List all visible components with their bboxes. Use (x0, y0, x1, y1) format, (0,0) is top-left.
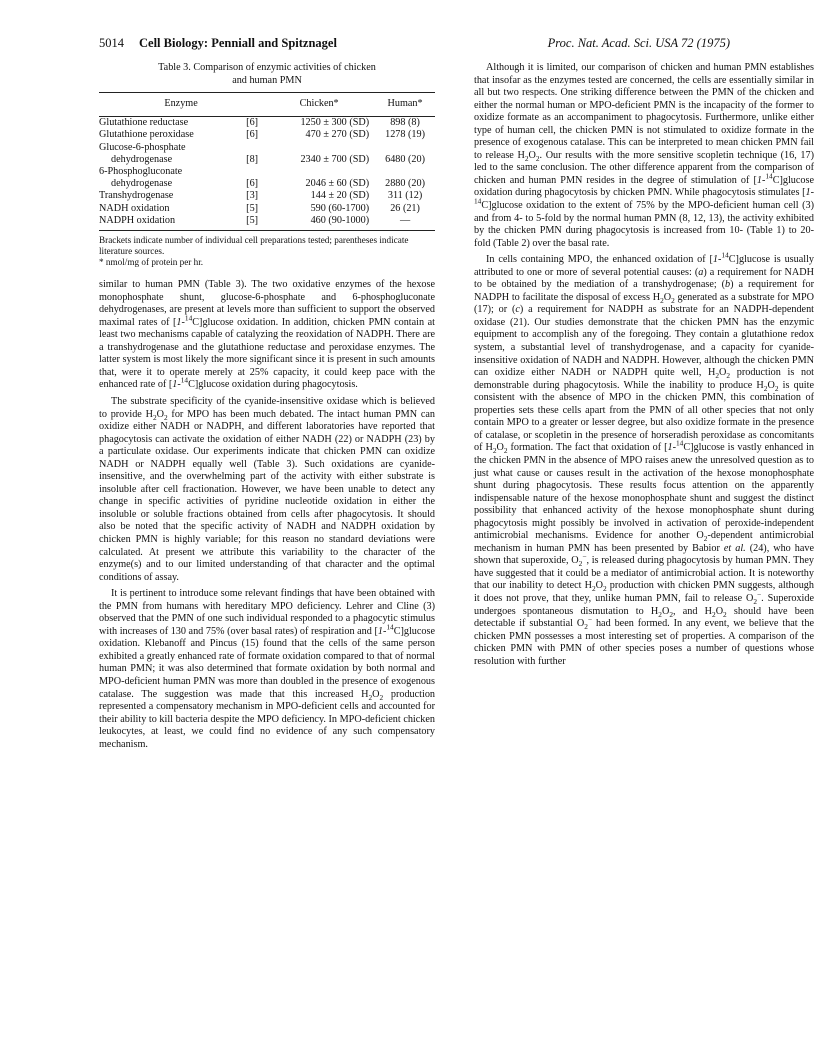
running-header (99, 36, 730, 52)
left-column (99, 62, 435, 751)
paragraph: The substrate specificity of the cyanide-insensitive oxidase which is believed to provide $H_2O_2$ for MPO has been much debated. The intact human PMN can oxidize either NADH or NADPH, and different laboratories have reported that phagocytosis can activate the oxidation of either NADH (22) or NADPH (23) by a particulate oxidase. Our experiments indicate that chicken PMN can oxidize NADH or NADPH equally well (Table 3). Such oxidations are cyanide-insensitive, and the overwhelming part of the activity with either substrate is insoluble after cell fractionation. However, we have been unable to detect any change in specific activities of pyridine nucleotide oxidation in either the insoluble or soluble fractions obtained from cells after phagocytosis. It should also be noted that the specific activity of NADH and NADPH oxidation by chicken PMN is highly variable; for this reason no standard deviations were calculated. At present we attribute this variability to the character of the enzyme(s) and to our limited understanding of that character and the optimal conditions of assay. (99, 395, 436, 583)
journal-citation: Proc. Nat. Acad. Sci. USA 72 (1975) (547, 36, 730, 50)
col-enzyme: Enzyme (99, 93, 263, 117)
table-caption: Table 3. Comparison of enzymic activities of chicken and human PMN (158, 62, 376, 86)
table-footnotes: Brackets indicate number of individual cell preparations tested; parentheses indicate literature sources. * nmol/mg of protein per hr. (99, 235, 409, 268)
table-row: NADPH oxidation [5] 460 (90-1000) — (99, 215, 435, 231)
table-row: Glutathione peroxidase [6] 470 ± 270 (SD) 1278 (19) (99, 129, 426, 141)
table-row: Transhydrogenase [3] 144 ± 20 (SD) 311 (12) (99, 190, 423, 202)
paragraph: In cells containing MPO, the enhanced oxidation of [1-$^{14}$C]glucose is usually attributed to one or more of several potential causes: (a) a requirement for NADH to be obtained by the mediation of a transhydrogenase; (b) a requirement for NADPH to facilitate the disposal of excess $H_2O_2$ generated as a substrate for MPO (17); or (c) a requirement for NADPH as substrate for an NADPH-dependent oxidase (21). Our studies demonstrate that the chicken PMN has the enzymic equipment to accomplish any of the foregoing. They contain a glutathione redox system, a substantial level of transhydrogenase, and a capacity for cyanide-insensitive oxidation of NADH and NADPH. However, although the chicken PMN can oxidize either NADH or NADPH quite well, $H_2O_2$ production is not demonstrable during phagocytosis. While the inability to produce $H_2O_2$ is quite consistent with the absence of MPO in the chicken PMN, this combination of properties sets these cells apart from the PMN of all other species that not only contain MPO to a greater or lesser degree, but also oxidize formate in the presence of catalase, or scopletin in the presence of horseradish peroxidase as concomitants of $H_2O_2$ formation. The fact that oxidation of [1-$^{14}$C]glucose is vastly enhanced in the chicken PMN in the absence of MPO raises anew the unresolved question as to just what cause or causes result in the activation of the hexose monophosphate shunt during phagocytosis. These results focus attention on the apparently indispensable nature of the hexose monophosphate shunt and suggest the distinct possibility that enhanced activity of the hexose monophosphate shunt during phagocytosis might possibly be involved in activation of peroxide-independent antimicrobial mechanisms. Evidence for another $O_2$-dependent antimicrobial mechanism in human PMN has been presented by Babior et al. (24), who have shown that superoxide, $O_2^-$, is released during phagocytosis by human PMN. They have suggested that it could be a mediator of antimicrobial action. It is noteworthy that our inability to detect $H_2O_2$ production with chicken PMN suggests, although it does not prove, that they, unlike human PMN, fail to release $O_2^-$. Superoxide undergoes spontaneous dismutation to $H_2O_2$, and $H_2O_2$ should have been detectable if substantial $O_2^-$ had been formed. In any event, we believe that the chicken PMN possesses a most interesting set of properties. A comparison of the chicken PMN with PMN of other species poses a number of questions whose resolution with further (474, 250, 815, 667)
paragraph: similar to human PMN (Table 3). The two oxidative enzymes of the hexose monophosphate shunt, glucose-6-phosphate and 6-phosphogluconate dehydrogenases, are present at levels more than sufficient to support the observed maximal rates of [1-$^{14}$C]glucose oxidation. In addition, chicken PMN contain at least two mechanisms capable of catalyzing the reoxidation of NADPH. There are a transhydrogenase and the glutathione reductase and peroxidase enzymes. The latter system is most likely the more significant since it is present in such amounts that, were it to operate merely at 25% capacity, it could keep pace with the enhanced rate of [1-$^{14}$C]glucose oxidation during phagocytosis. (99, 279, 435, 391)
paragraph: Although it is limited, our comparison of chicken and human PMN establishes that insofar as the enzymes tested are concerned, the cells are essentially similar in all but two respects. One striking difference between the PMN of the chicken and either the normal human or MPO-deficient PMN is the incapacity of the former to oxidize formate as an accompaniment to phagocytosis. Furthermore, unlike either type of human cell, the chicken PMN is not stimulated to oxidize formate in the presence of exogenous catalase. This can be interpreted to mean chicken PMN fail to release $H_2O_2$. Our results with the more sensitive scopletin technique (16, 17) led to the same conclusion. The other difference apparent from the comparison of chicken and human PMN resides in the degree of stimulation of [1-$^{14}$C]glucose oxidation during phagocytosis by chicken PMN. While phagocytosis stimulates [1-$^{14}$C]glucose oxidation to the extent of 75% by the MPO-deficient human cell (3) and from 4- to 5-fold by the normal human PMN (8, 12, 13), the activity exhibited by the chicken PMN during phagocytosis is increased from 10- (Table 1) to 20-fold (Table 2) over the basal rate. (474, 62, 814, 249)
table-row: NADH oxidation [5] 590 (60-1700) 26 (21) (99, 202, 420, 214)
page-number: 5014 (99, 36, 124, 50)
table-row: 6-Phosphogluconate dehydrogenase [6] 2046 ± 60 (SD) 2880 (20) (99, 166, 426, 190)
right-column (474, 62, 814, 668)
col-human: Human* (375, 93, 435, 117)
table-row: Glutathione reductase [6] 1250 ± 300 (SD) 898 (8) (99, 117, 420, 129)
enzyme-table (99, 92, 435, 231)
section-title: Cell Biology: Penniall and Spitznagel (139, 36, 337, 50)
col-chicken: Chicken* (263, 93, 375, 117)
paragraph: It is pertinent to introduce some relevant findings that have been obtained with the PMN from humans with hereditary MPO deficiency. Lehrer and Cline (3) observed that the PMN of one such individual responded to a phagocytic stimulus with increases of 130 and 75% (over basal rates) of respiration and [1-$^{14}$C]glucose oxidation. Klebanoff and Pincus (15) found that the cells of the same person exhibited a greatly enhanced rate of formate oxidation compared to that of normal human PMN; it was also determined that formate oxidation by both normal and MPO-deficient human PMN was more than doubled in the presence of exogenous catalase. The suggestion was made that this increased $H_2O_2$ production represented a compensatory mechanism in MPO-deficient cells and accounted for their ability to kill bacteria despite the MPO deficiency. In MPO-deficient chicken leukocytes, at least, we could find no evidence of any such compensatory mechanism. (99, 588, 436, 750)
table-row: Glucose-6-phosphate dehydrogenase [8] 2340 ± 700 (SD) 6480 (20) (99, 141, 426, 165)
